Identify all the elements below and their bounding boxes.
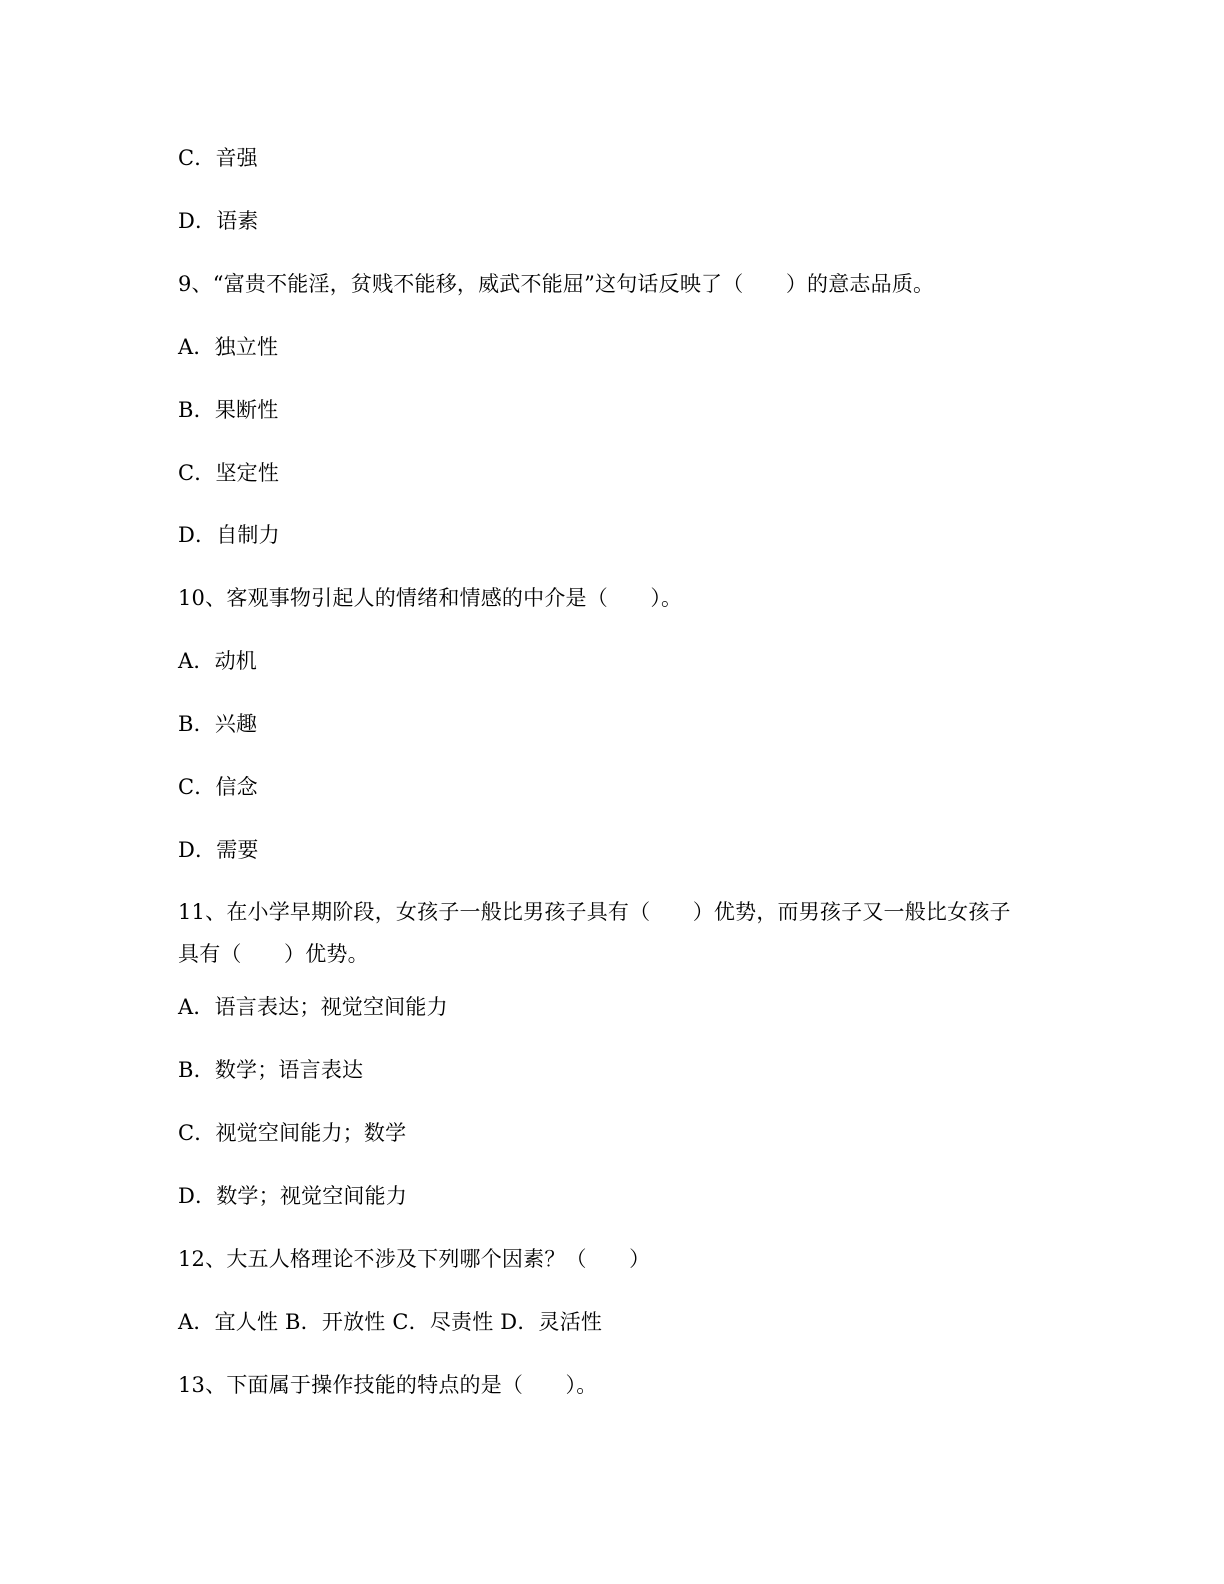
option-a-q9: A．独立性 [178,335,279,359]
question-9: 9、“富贵不能淫，贫贱不能移，威武不能屈”这句话反映了（ ）的意志品质。 [178,272,935,296]
option-d-q9: D．自制力 [178,523,280,547]
option-c-q8: C．音强 [178,146,258,170]
option-b-q11: B．数学；语言表达 [178,1058,364,1082]
question-11-line-2: 具有（ ）优势。 [178,942,369,966]
question-12: 12、大五人格理论不涉及下列哪个因素？（ ） [178,1247,651,1271]
option-c-q10: C．信念 [178,775,258,799]
options-q12: A．宜人性 B．开放性 C．尽责性 D．灵活性 [178,1310,603,1334]
option-d-q10: D．需要 [178,838,259,862]
option-c-q11: C．视觉空间能力；数学 [178,1121,407,1145]
question-10: 10、客观事物引起人的情绪和情感的中介是（ ）。 [178,586,683,610]
option-a-q11: A．语言表达；视觉空间能力 [178,995,448,1019]
option-d-q8: D．语素 [178,209,259,233]
option-d-q11: D．数学；视觉空间能力 [178,1184,408,1208]
option-c-q9: C．坚定性 [178,461,280,485]
question-11-line-1: 11、在小学早期阶段，女孩子一般比男孩子具有（ ）优势，而男孩子又一般比女孩子 [178,900,1011,924]
question-13: 13、下面属于操作技能的特点的是（ ）。 [178,1373,598,1397]
option-a-q10: A．动机 [178,649,257,673]
option-b-q10: B．兴趣 [178,712,258,736]
option-b-q9: B．果断性 [178,398,279,422]
